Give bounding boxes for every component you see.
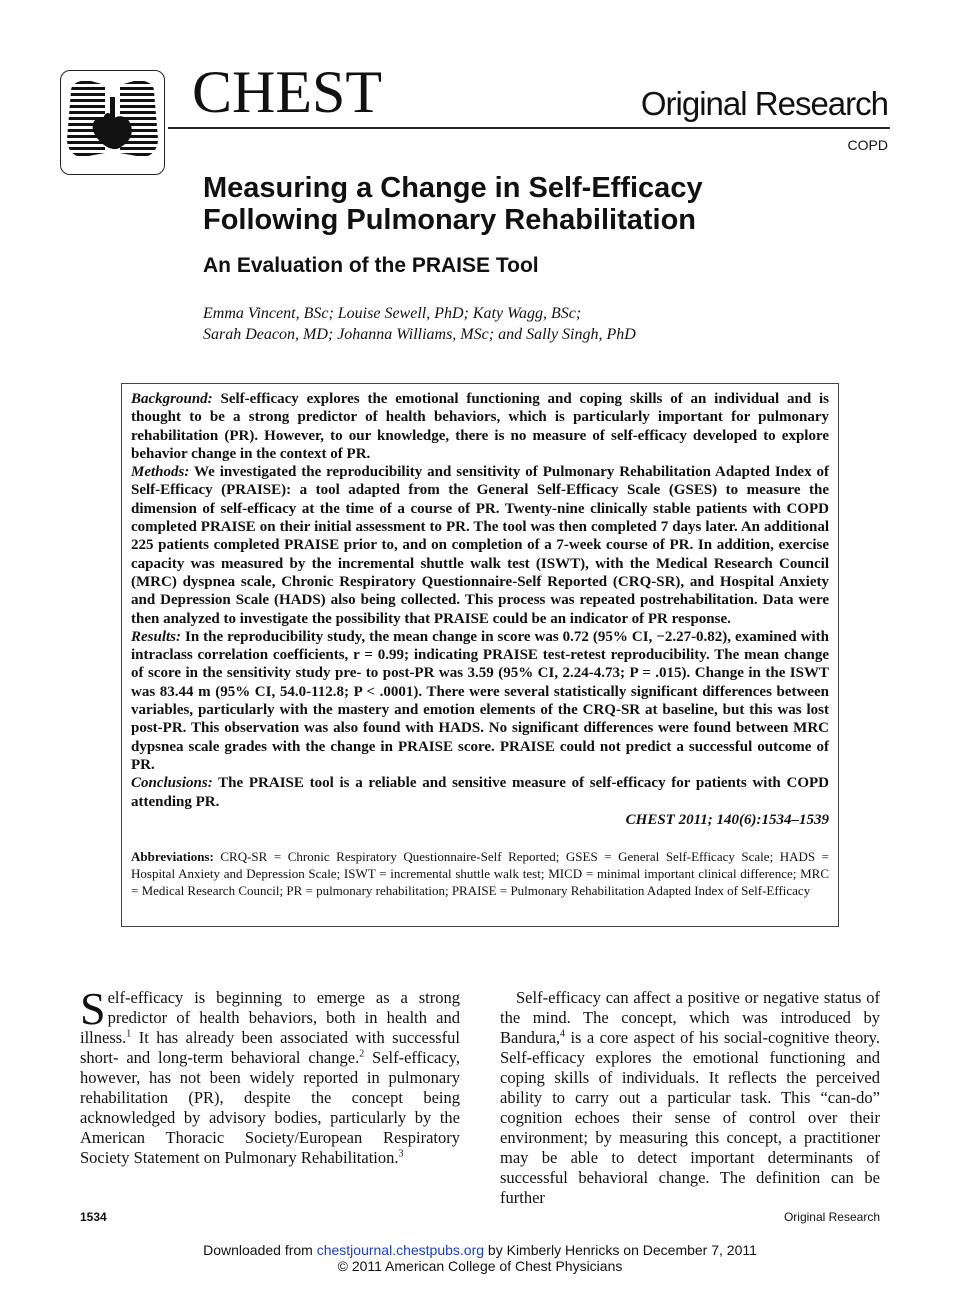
authors-line-2: Sarah Deacon, MD; Johanna Williams, MSc; and Sally Singh, PhD: [203, 326, 636, 343]
copyright-notice: © 2011 American College of Chest Physicians: [337, 1258, 623, 1274]
footer-section-label: Original Research: [783, 1210, 880, 1224]
abstract-methods: [131, 463, 829, 628]
download-prefix: Downloaded from: [203, 1242, 317, 1258]
article-subtitle: An Evaluation of the PRAISE Tool: [203, 254, 539, 277]
download-notice: [0, 1242, 960, 1258]
results-text: In the reproducibility study, the mean change in score was 0.72 (95% CI, −2.27-0.82), examined with intraclass correlation coefficients, r = 0.99; indicating PRAISE test-retest reproducibility. The mean change of score in the sensitivity study pre- to post-PR was 3.59 (95% CI, 2.24-4.73; P = .015). Change in the ISWT was 83.44 m (95% CI, 54.0-112.8; P < .0001). There were several statistically significant differences between variables, particularly with the mastery and emotion elements of the CRQ-SR at baseline, but this was lost post-PR. This observation was also found with HADS. No significant differences were found between MRC dypsnea scale grades with the change in PRAISE score. PRAISE could not predict a successful outcome of PR.: [131, 628, 830, 773]
section-label: Original Research: [640, 85, 888, 122]
abbreviations-text: CRQ-SR = Chronic Respiratory Questionnaire-Self Reported; GSES = General Self-Efficacy Scale; HADS = Hospital Anxiety and Depression Scale; ISWT = incremental shuttle walk test; MICD = minimal important clinical difference; MRC = Medical Research Council; PR = pulmonary rehabilitation; PRAISE = Pulmonary Rehabilitation Adapted Index of Self-Efficacy: [131, 849, 829, 898]
results-label: Results:: [131, 628, 182, 645]
chest-logo: [60, 70, 165, 175]
abbreviations: [131, 848, 829, 899]
citation: CHEST 2011; 140(6):1534–1539: [625, 811, 829, 828]
conclusions-text: The PRAISE tool is a reliable and sensitive measure of self-efficacy for patients with COPD attending PR.: [131, 775, 829, 810]
body-column-right: [500, 988, 880, 1208]
journal-name: CHEST: [192, 59, 383, 125]
body-text: elf-efficacy is beginning to emerge as a strong predictor of health behaviors, both in health and illness.: [80, 988, 460, 1047]
author-list: [203, 303, 823, 345]
conclusions-label: Conclusions:: [131, 775, 213, 792]
reference-3[interactable]: 3: [398, 1148, 404, 1160]
abstract-background: [131, 390, 829, 463]
methods-text: We investigated the reproducibility and sensitivity of Pulmonary Rehabilitation Adapted Index of Self-Efficacy (PRAISE): a tool adapted from the General Self-Efficacy Scale (GSES) to measure the dimension of self-efficacy at the time of a course of PR. Twenty-nine clinically stable patients with COPD completed PRAISE on their initial assessment to PR. The tool was then completed 7 days later. An additional 225 patients completed PRAISE prior to, and on completion of a 7-week course of PR. In addition, exercise capacity was measured by the incremental shuttle walk test (ISWT), with the Medical Research Council (MRC) dyspnea scale, Chronic Respiratory Questionnaire-Self Reported (CRQ-SR), and Hospital Anxiety and Depression Scale (HADS) also being collected. This process was repeated postrehabilitation. Data were then analyzed to investigate the possibility that PRAISE could be an indicator of PR response.: [131, 464, 829, 627]
abstract: [131, 390, 829, 829]
authors-line-1: Emma Vincent, BSc; Louise Sewell, PhD; Katy Wagg, BSc;: [203, 305, 582, 322]
article-title: Measuring a Change in Self-Efficacy Following Pulmonary Rehabilitation: [203, 172, 703, 236]
background-text: Self-efficacy explores the emotional functioning and coping skills of an individual and is thought to be a strong predictor of health behaviors, which is particularly important for pulmonary rehabilitation (PR). However, to our knowledge, there is no measure of self-efficacy developed to explore behavior change in the context of PR.: [131, 391, 829, 462]
reference-1[interactable]: 1: [126, 1028, 132, 1040]
page-number: 1534: [80, 1210, 107, 1224]
topic-label: COPD: [847, 137, 888, 153]
abstract-conclusions: [131, 774, 829, 811]
citation-line: [131, 811, 829, 829]
drop-cap: S: [80, 983, 106, 1034]
body-text: is a core aspect of his social-cognitive theory. Self-efficacy explores the emotional functioning and coping skills of individuals. It reflects the perceived ability to carry out a particular task. This “can-do” cognition echoes their sense of control over their environment; by measuring this concept, a practitioner may be able to detect important determinants of successful behavioral change. The definition can be further: [500, 1028, 880, 1207]
body-column-left: [80, 983, 460, 1168]
download-suffix: by Kimberly Henricks on December 7, 2011: [484, 1242, 757, 1258]
abbreviations-label: Abbreviations:: [131, 849, 214, 864]
abstract-results: [131, 628, 829, 774]
header-rule: [168, 127, 890, 129]
body-text: It has already been associated with successful short- and long-term behavioral change.: [80, 1028, 460, 1067]
background-label: Background:: [131, 391, 213, 407]
body-text: Self-efficacy can affect a positive or negative status of the mind. The concept, which was introduced by Bandura,: [500, 988, 880, 1047]
reference-2[interactable]: 2: [359, 1048, 365, 1060]
lungs-heart-icon: [61, 71, 164, 174]
methods-label: Methods:: [131, 464, 190, 481]
body-text: Self-efficacy, however, has not been widely reported in pulmonary rehabilitation (PR), despite the concept being acknowledged by advisory bodies, particularly by the American Thoracic Society/European Respiratory Society Statement on Pulmonary Rehabilitation.: [80, 1048, 460, 1167]
journal-site-link[interactable]: chestjournal.chestpubs.org: [316, 1242, 485, 1258]
reference-4[interactable]: 4: [560, 1028, 566, 1040]
